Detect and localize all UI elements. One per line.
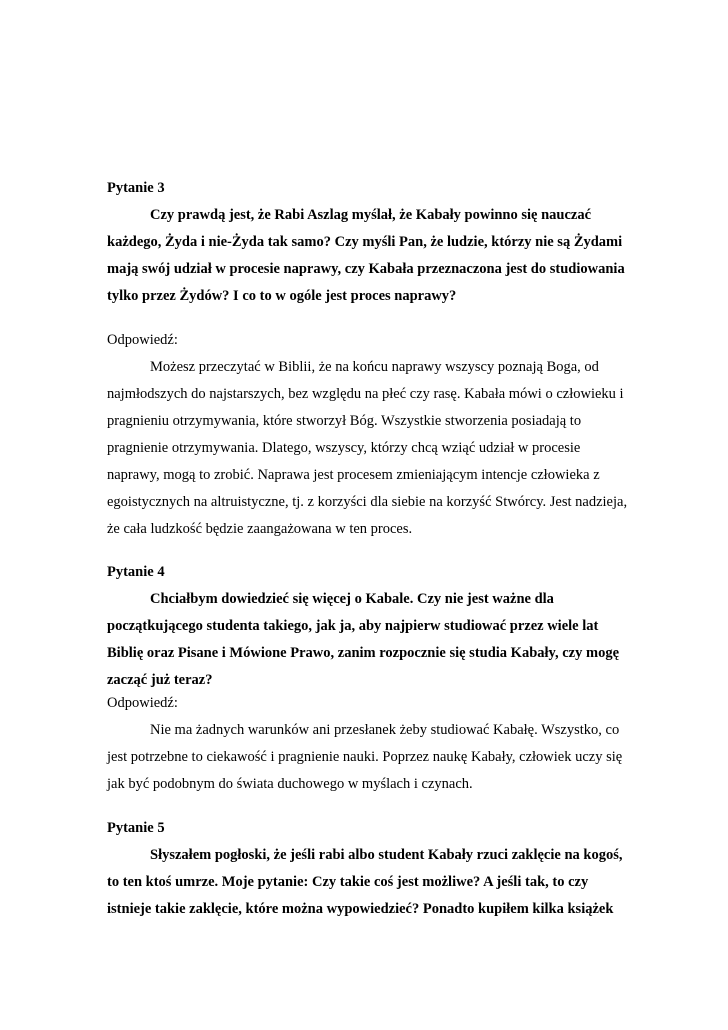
question-3-line: Czy prawdą jest, że Rabi Aszlag myślał, że Kabały powinno się nauczać bbox=[150, 207, 592, 223]
question-3-line: mają swój udział w procesie naprawy, czy Kabała przeznaczona jest do studiowania bbox=[107, 261, 625, 277]
question-3-heading: Pytanie 3 bbox=[107, 180, 165, 196]
question-4-line: Chciałbym dowiedzieć się więcej o Kabale. Czy nie jest ważne dla bbox=[150, 591, 554, 607]
answer-3-line: najmłodszych do najstarszych, bez względu na płeć czy rasę. Kabała mówi o człowieku i bbox=[107, 386, 624, 402]
answer-3-line: pragnieniu otrzymywania, które stworzył Bóg. Wszystkie stworzenia posiadają to bbox=[107, 413, 582, 429]
question-4-heading: Pytanie 4 bbox=[107, 564, 165, 580]
question-3-line: każdego, Żyda i nie-Żyda tak samo? Czy myśli Pan, że ludzie, którzy nie są Żydami bbox=[107, 234, 623, 250]
answer-3-line: naprawy, mogą to zrobić. Naprawa jest procesem zmieniającym intencje człowieka z bbox=[107, 467, 600, 483]
question-5-line: to ten ktoś umrze. Moje pytanie: Czy takie coś jest możliwe? A jeśli tak, to czy bbox=[107, 874, 589, 890]
answer-3-line: egoistycznych na altruistyczne, tj. z korzyści dla siebie na korzyść Stwórcy. Jest nadzieja, bbox=[107, 494, 628, 510]
answer-4-line: jak być podobnym do świata duchowego w myślach i czynach. bbox=[107, 776, 473, 792]
question-4-line: Biblię oraz Pisane i Mówione Prawo, zanim rozpocznie się studia Kabały, czy mogę bbox=[107, 645, 620, 661]
answer-3-line: pragnienie otrzymywania. Dlatego, wszyscy, którzy chcą wziąć udział w procesie bbox=[107, 440, 581, 456]
question-4-line: początkującego studenta takiego, jak ja, aby najpierw studiować przez wiele lat bbox=[107, 618, 599, 634]
answer-3-label: Odpowiedź: bbox=[107, 332, 178, 348]
answer-3-line: Możesz przeczytać w Biblii, że na końcu naprawy wszyscy poznają Boga, od bbox=[150, 359, 599, 375]
question-5-line: istnieje takie zaklęcie, które można wypowiedzieć? Ponadto kupiłem kilka książek bbox=[107, 901, 614, 917]
answer-3-line: że cała ludzkość będzie zaangażowana w ten proces. bbox=[107, 521, 413, 537]
answer-4-label: Odpowiedź: bbox=[107, 695, 178, 711]
question-5-heading: Pytanie 5 bbox=[107, 820, 165, 836]
answer-4-line: jest potrzebne to ciekawość i pragnienie nauki. Poprzez naukę Kabały, człowiek uczy się bbox=[107, 749, 623, 765]
question-4-line: zacząć już teraz? bbox=[107, 672, 213, 688]
answer-4-line: Nie ma żadnych warunków ani przesłanek żeby studiować Kabałę. Wszystko, co bbox=[150, 722, 620, 738]
question-3-line: tylko przez Żydów? I co to w ogóle jest proces naprawy? bbox=[107, 288, 457, 304]
question-5-line: Słyszałem pogłoski, że jeśli rabi albo student Kabały rzuci zaklęcie na kogoś, bbox=[150, 847, 623, 863]
